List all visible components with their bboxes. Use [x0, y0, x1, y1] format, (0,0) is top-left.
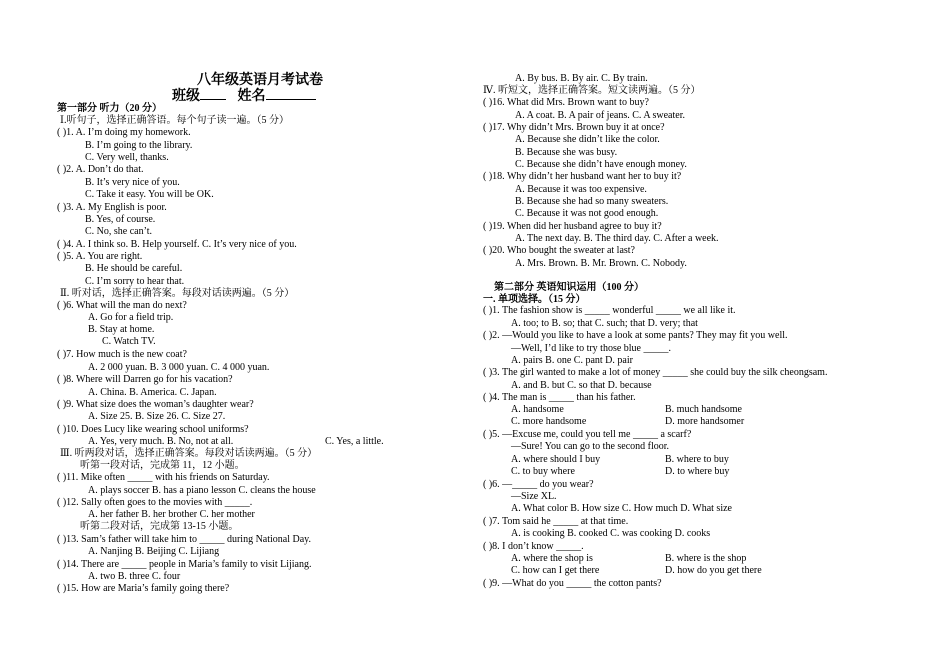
- question-line: ( )15. How are Maria’s family going there?: [57, 583, 230, 594]
- question-line: A. plays soccer B. has a piano lesson C. cleans the house: [88, 485, 316, 496]
- question-line: ( )7. How much is the new coat?: [57, 349, 187, 360]
- question-line: ( )2. —Would you like to have a look at some pants? They may fit you well.: [483, 330, 788, 341]
- question-line: ( )17. Why didn’t Mrs. Brown buy it at once?: [483, 122, 665, 133]
- question-line: ( )1. A. I’m doing my homework.: [57, 127, 191, 138]
- question-line: ( )16. What did Mrs. Brown want to buy?: [483, 97, 649, 108]
- question-line: B. He should be careful.: [85, 263, 183, 274]
- question-line: —Size XL.: [511, 491, 557, 502]
- question-line: B. Stay at home.: [88, 324, 155, 335]
- question-line: A. pairs B. one C. pant D. pair: [511, 355, 633, 366]
- question-line: ( )4. A. I think so. B. Help yourself. C. It’s very nice of you.: [57, 239, 297, 250]
- question-line: D. how do you get there: [665, 565, 762, 576]
- question-line: Ⅳ. 听短文，选择正确答案。短文读两遍。（5 分）: [483, 85, 701, 96]
- question-line: B. where is the shop: [665, 553, 747, 564]
- question-line: ( )20. Who bought the sweater at last?: [483, 245, 635, 256]
- question-line: C. No, she can’t.: [85, 226, 153, 237]
- question-line: ( )7. Tom said he _____ at that time.: [483, 516, 629, 527]
- question-line: A. where should I buy: [511, 454, 601, 465]
- question-line: —Sure! You can go to the second floor.: [511, 441, 670, 452]
- question-line: ( )19. When did her husband agree to buy it?: [483, 221, 662, 232]
- question-line: ( )10. Does Lucy like wearing school uniforms?: [57, 424, 249, 435]
- question-line: D. to where buy: [665, 466, 730, 477]
- section-heading: 第一部分 听力（20 分）: [57, 103, 162, 114]
- question-line: C. Because it was not good enough.: [515, 208, 659, 219]
- name-label: 姓名: [237, 89, 266, 104]
- question-line: C. I’m sorry to hear that.: [85, 276, 185, 287]
- question-line: A. too; to B. so; that C. such; that D. very; that: [511, 318, 698, 329]
- class-blank[interactable]: [200, 89, 226, 100]
- section-heading: 一. 单项选择。（15 分）: [483, 294, 586, 305]
- question-line: C. Because she didn’t have enough money.: [515, 159, 687, 170]
- question-line: ( )11. Mike often _____ with his friends on Saturday.: [57, 472, 270, 483]
- question-line: C. more handsome: [511, 416, 587, 427]
- question-line: B. much handsome: [665, 404, 742, 415]
- question-line: A. is cooking B. cooked C. was cooking D. cooks: [511, 528, 711, 539]
- question-line: ( )5. A. You are right.: [57, 251, 143, 262]
- question-line: B. where to buy: [665, 454, 729, 465]
- question-line: C. Very well, thanks.: [85, 152, 169, 163]
- question-line: ( )8. I don’t know _____.: [483, 541, 584, 552]
- question-line: C. how can I get there: [511, 565, 600, 576]
- question-line: C. Watch TV.: [102, 336, 156, 347]
- question-line: 听第二段对话，完成第 13-15 小题。: [80, 521, 239, 532]
- question-line: ( )1. The fashion show is _____ wonderful _____ we all like it.: [483, 305, 736, 316]
- question-line: ( )3. The girl wanted to make a lot of money _____ she could buy the silk cheongsam.: [483, 367, 828, 378]
- question-line: ( )6. What will the man do next?: [57, 300, 187, 311]
- question-line: A. Go for a field trip.: [88, 312, 174, 323]
- class-label: 班级: [172, 89, 200, 104]
- question-line: ( )9. What size does the woman’s daughter wear?: [57, 399, 254, 410]
- question-line: A. Size 25. B. Size 26. C. Size 27.: [88, 411, 226, 422]
- question-line: A. and B. but C. so that D. because: [511, 380, 652, 391]
- question-line: ( )5. —Excuse me, could you tell me _____ a scarf?: [483, 429, 692, 440]
- question-line: A. handsome: [511, 404, 564, 415]
- question-line: A. Mrs. Brown. B. Mr. Brown. C. Nobody.: [515, 258, 687, 269]
- question-line: A. A coat. B. A pair of jeans. C. A sweater.: [515, 110, 685, 121]
- question-line: ( )3. A. My English is poor.: [57, 202, 167, 213]
- question-line: A. 2 000 yuan. B. 3 000 yuan. C. 4 000 yuan.: [88, 362, 270, 373]
- question-line: A. Because she didn’t like the color.: [515, 134, 660, 145]
- question-line: Ⅲ. 听两段对话，选择正确答案。每段对话读两遍。（5 分）: [60, 448, 318, 459]
- question-line: ( )12. Sally often goes to the movies with _____.: [57, 497, 253, 508]
- section-heading: 第二部分 英语知识运用（100 分）: [494, 282, 644, 293]
- question-line: A. Nanjing B. Beijing C. Lijiang: [88, 546, 220, 557]
- question-line: A. The next day. B. The third day. C. After a week.: [515, 233, 719, 244]
- question-line: A. By bus. B. By air. C. By train.: [515, 73, 648, 84]
- question-line: C. Take it easy. You will be OK.: [85, 189, 214, 200]
- question-line: Ⅱ. 听对话，选择正确答案。每段对话读两遍。（5 分）: [60, 288, 295, 299]
- question-line: ( )14. There are _____ people in Maria’s family to visit Lijiang.: [57, 559, 312, 570]
- question-line: B. I’m going to the library.: [85, 140, 193, 151]
- question-line: ( )18. Why didn’t her husband want her to buy it?: [483, 171, 682, 182]
- class-name-line: [172, 89, 316, 105]
- page-title: 八年级英语月考试卷: [197, 73, 323, 88]
- question-line: —Well, I’d like to try those blue _____.: [511, 343, 671, 354]
- question-line: A. two B. three C. four: [88, 571, 181, 582]
- question-line: A. her father B. her brother C. her mother: [88, 509, 255, 520]
- question-line: D. more handsomer: [665, 416, 745, 427]
- question-line: Ⅰ.听句子，选择正确答语。每个句子读一遍。（5 分）: [60, 115, 289, 126]
- question-line: ( )13. Sam’s father will take him to _____ during National Day.: [57, 534, 312, 545]
- question-line: ( )9. —What do you _____ the cotton pants?: [483, 578, 662, 589]
- question-line: B. Yes, of course.: [85, 214, 156, 225]
- question-line: A. where the shop is: [511, 553, 593, 564]
- question-line: 听第一段对话，完成第 11，12 小题。: [80, 460, 245, 471]
- question-line: ( )8. Where will Darren go for his vacation?: [57, 374, 233, 385]
- question-line: ( )6. —_____ do you wear?: [483, 479, 594, 490]
- question-line: B. Because she was busy.: [515, 147, 618, 158]
- name-blank[interactable]: [266, 89, 316, 100]
- question-line: ( )2. A. Don’t do that.: [57, 164, 144, 175]
- question-line: A. Because it was too expensive.: [515, 184, 647, 195]
- question-line: A. China. B. America. C. Japan.: [88, 387, 217, 398]
- question-line: A. What color B. How size C. How much D. What size: [511, 503, 732, 514]
- question-line: A. Yes, very much. B. No, not at all.: [88, 436, 234, 447]
- question-line: B. Because she had so many sweaters.: [515, 196, 669, 207]
- question-line: ( )4. The man is _____ than his father.: [483, 392, 636, 403]
- question-line: C. to buy where: [511, 466, 575, 477]
- question-line: B. It’s very nice of you.: [85, 177, 180, 188]
- question-line: C. Yes, a little.: [325, 436, 384, 447]
